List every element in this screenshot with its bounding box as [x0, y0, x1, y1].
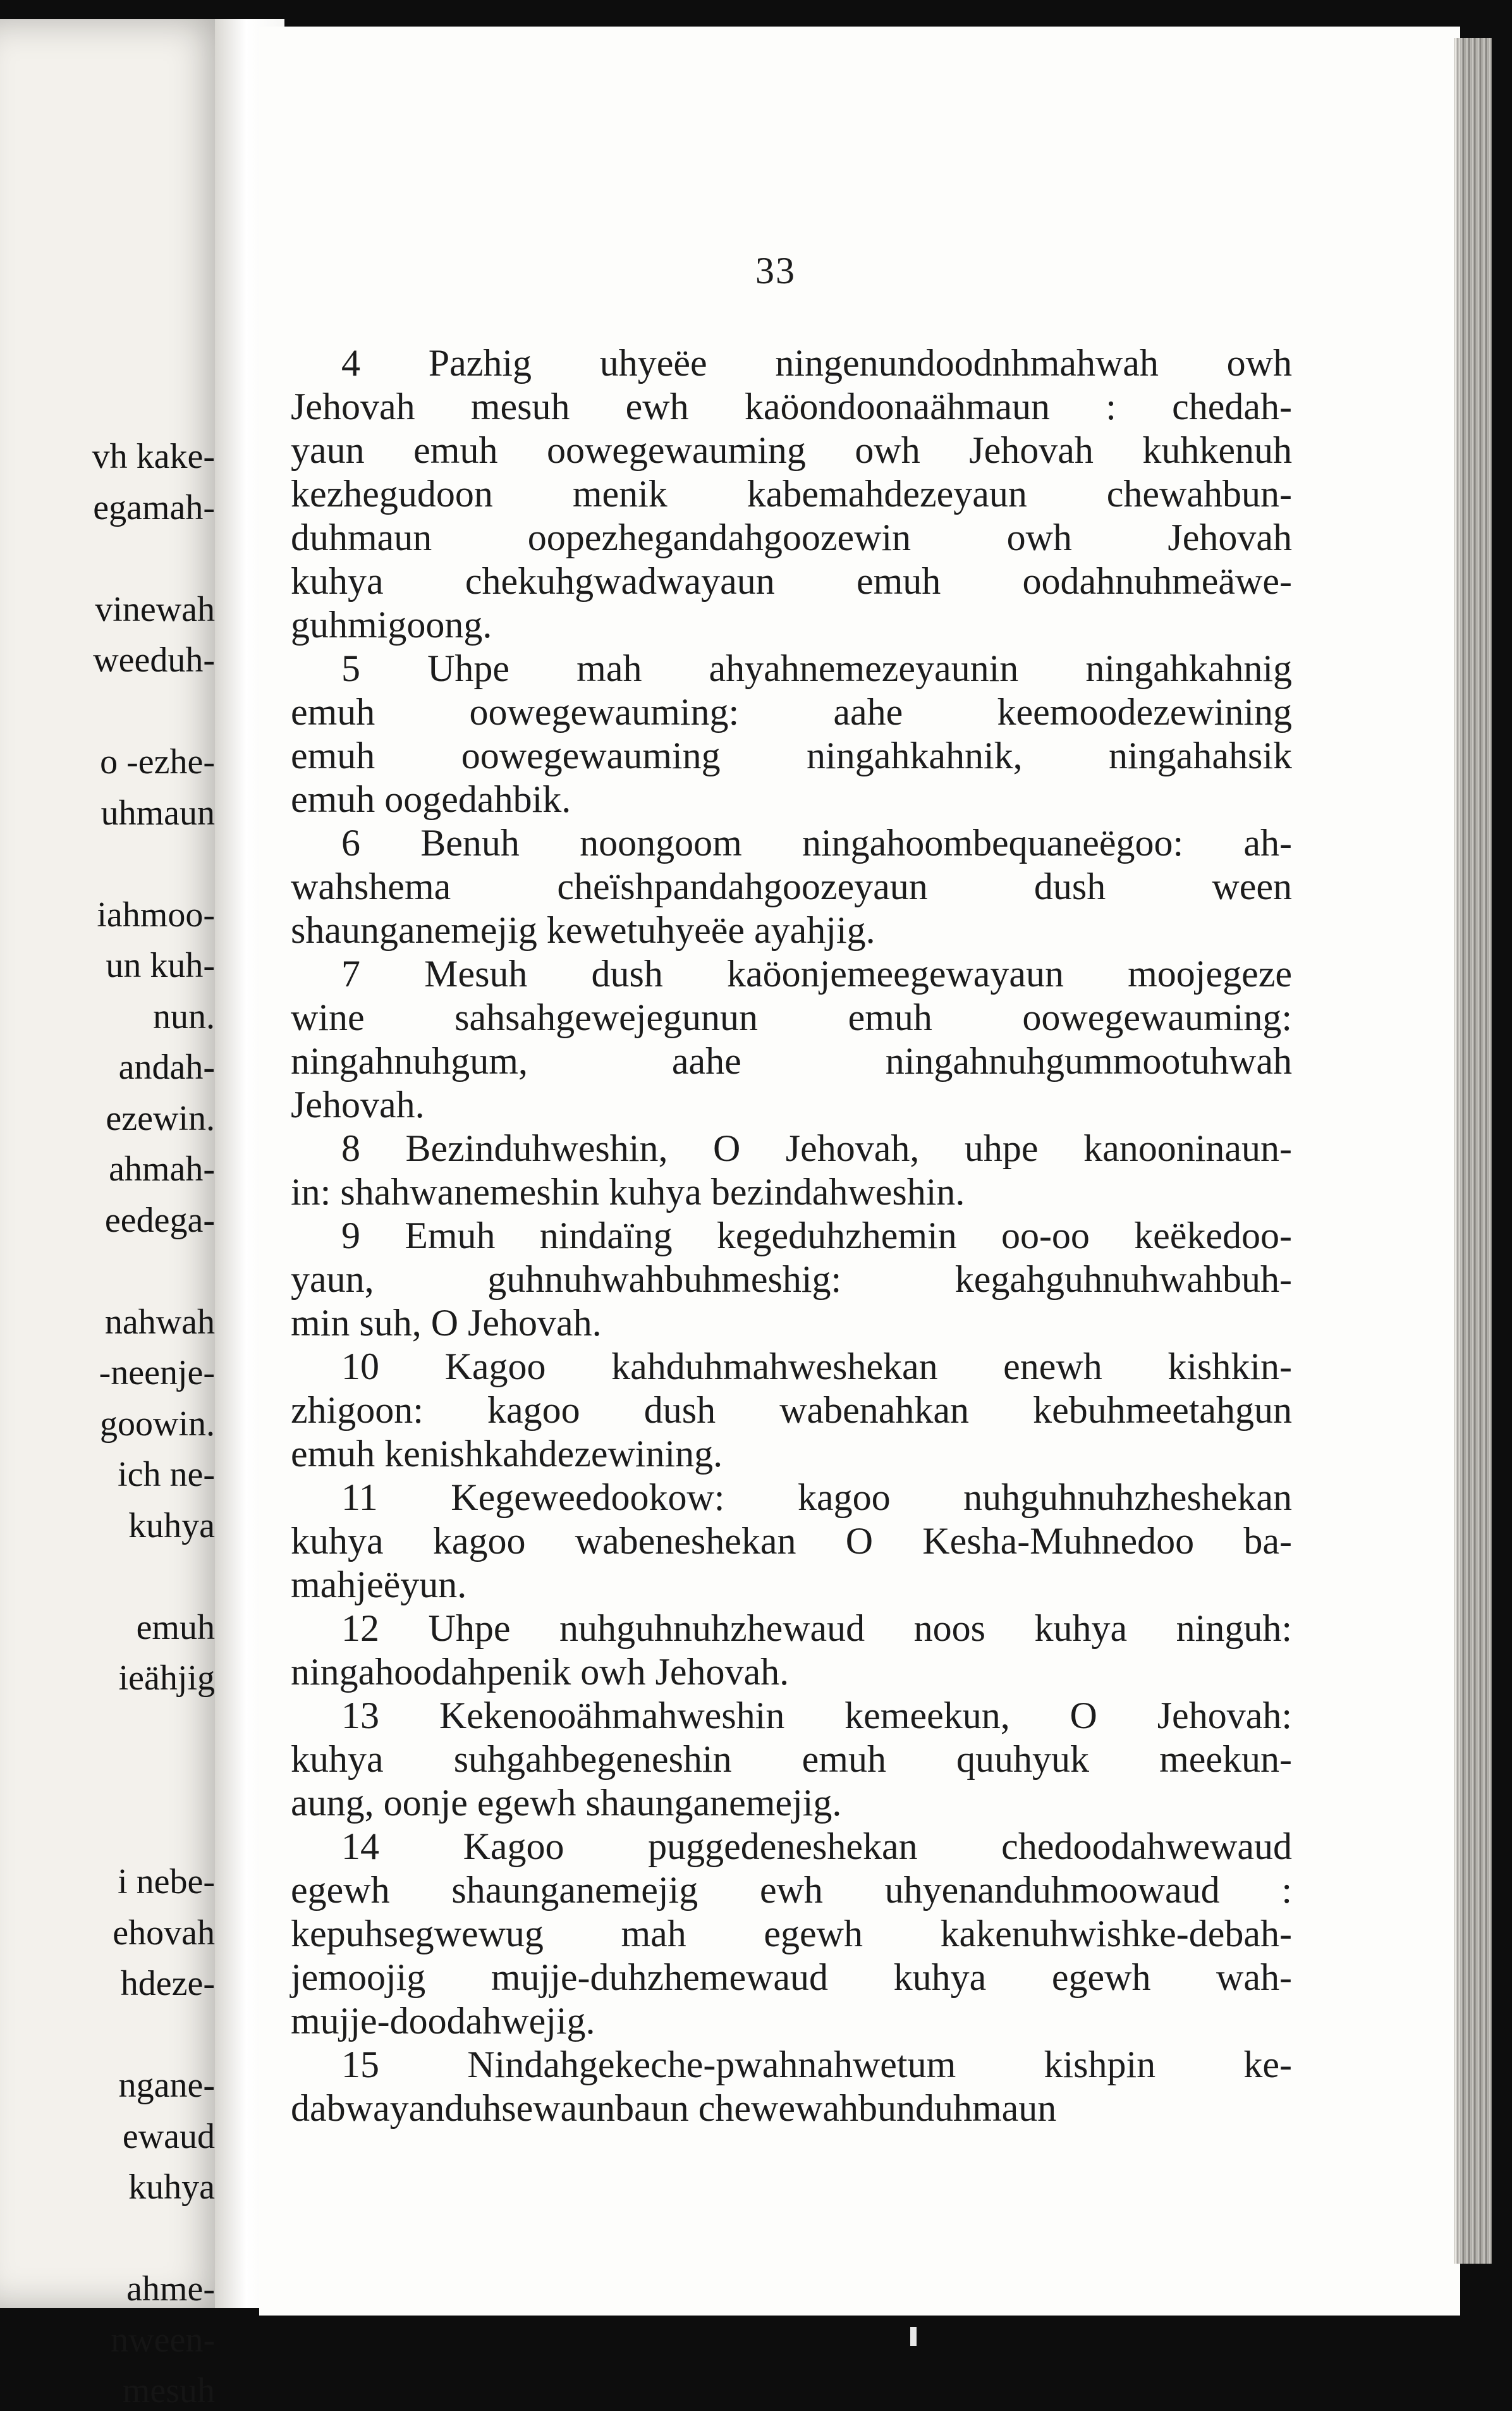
facing-page-line: o -ezhe- — [100, 742, 215, 782]
facing-page-line: uhmaun — [101, 793, 215, 833]
facing-page-line: ieähjig — [118, 1659, 215, 1698]
facing-page-line: goowin. — [100, 1404, 215, 1444]
text-line: 9 Emuh nindaïng kegeduhzhemin oo-oo keëkedoo- — [341, 1215, 1292, 1256]
text-line: aung, oonje egewh shaunganemejig. — [291, 1782, 842, 1824]
facing-page-line: -neenje- — [99, 1353, 215, 1392]
page-bottom-mark — [910, 2327, 917, 2346]
page-edges — [1454, 38, 1492, 2264]
text-line: emuh oogedahbik. — [291, 778, 571, 820]
text-line: egewh shaunganemejig ewh uhyenanduhmoowaud : — [291, 1869, 1292, 1911]
text-line: min suh, O Jehovah. — [291, 1302, 602, 1344]
facing-page-line: iahmoo- — [97, 895, 215, 935]
text-line: mujje-doodahwejig. — [291, 2000, 595, 2042]
facing-page-line: i nebe- — [118, 1862, 215, 1901]
text-line: wine sahsahgewejegunun emuh oowegewauming: — [291, 997, 1292, 1038]
text-line: 14 Kagoo puggedeneshekan chedoodahwewaud — [341, 1825, 1292, 1867]
text-line: ningahnuhgum, aahe ningahnuhgummootuhwah — [291, 1040, 1292, 1082]
text-line: 8 Bezinduhweshin, O Jehovah, uhpe kanooninaun- — [341, 1127, 1292, 1169]
facing-page-line: eedega- — [104, 1200, 215, 1240]
facing-page-left — [0, 19, 234, 2410]
text-line: kuhya chekuhgwadwayaun emuh oodahnuhmeäwe- — [291, 560, 1292, 602]
text-line: kuhya suhgahbegeneshin emuh quuhyuk meekun- — [291, 1738, 1292, 1780]
text-line: in: shahwanemeshin kuhya bezindahweshin. — [291, 1171, 965, 1213]
facing-page-line: ngane- — [118, 2066, 215, 2105]
facing-page-line: hdeze- — [120, 1964, 215, 2003]
text-line: 15 Nindahgekeche-pwahnahwetum kishpin ke- — [341, 2044, 1292, 2085]
text-line: duhmaun oopezhegandahgoozewin owh Jehovah — [291, 517, 1292, 558]
facing-page-line: ich ne- — [118, 1455, 215, 1494]
facing-page-line: un kuh- — [106, 946, 215, 985]
text-line: 10 Kagoo kahduhmahweshekan enewh kishkin- — [341, 1346, 1292, 1387]
text-line: 7 Mesuh dush kaöonjemeegewayaun moojegeze — [341, 953, 1292, 995]
text-line: 12 Uhpe nuhguhnuhzhewaud noos kuhya ninguh: — [341, 1607, 1292, 1649]
text-line: jemoojig mujje-duhzhemewaud kuhya egewh wah- — [291, 1956, 1292, 1998]
text-line: 6 Benuh noongoom ningahoombequaneëgoo: ah- — [341, 822, 1292, 864]
verse-text-block — [291, 341, 1292, 2130]
text-line: kuhya kagoo wabeneshekan O Kesha-Muhnedoo ba- — [291, 1520, 1292, 1562]
text-line: 13 Kekenooähmahweshin kemeekun, O Jehovah: — [341, 1695, 1292, 1736]
facing-page-line: nween- — [111, 2320, 215, 2360]
facing-page-line: ahmah- — [109, 1150, 215, 1189]
text-line: emuh kenishkahdezewining. — [291, 1433, 723, 1475]
facing-page-line: ezewin. — [106, 1098, 215, 1138]
text-line: yaun emuh oowegewauming owh Jehovah kuhkenuh — [291, 429, 1292, 471]
facing-page-line: nahwah — [104, 1302, 215, 1342]
text-line: kezhegudoon menik kabemahdezeyaun chewahbun- — [291, 473, 1292, 515]
text-line: wahshema cheïshpandahgoozeyaun dush ween — [291, 866, 1292, 907]
facing-page-line: ahme- — [126, 2269, 215, 2309]
facing-page-line: nun. — [153, 997, 215, 1036]
facing-page-line: emuh — [136, 1607, 215, 1647]
text-line: mahjeëyun. — [291, 1564, 467, 1605]
text-line: Jehovah. — [291, 1084, 425, 1126]
facing-page-line: ewaud — [122, 2116, 215, 2156]
facing-page-line: kuhya — [128, 1506, 215, 1545]
facing-page-line: weeduh- — [93, 641, 215, 680]
text-line: guhmigoong. — [291, 604, 492, 646]
text-line: emuh oowegewauming: aahe keemoodezewining — [291, 691, 1292, 733]
page-number: 33 — [755, 250, 796, 291]
facing-page-line: andah- — [118, 1048, 215, 1087]
text-line: kepuhsegwewug mah egewh kakenuhwishke-debah- — [291, 1913, 1292, 1954]
facing-page-line: kuhya — [128, 2168, 215, 2207]
facing-page-line: vinewah — [95, 589, 215, 629]
facing-page-line: vh kake- — [92, 437, 215, 476]
text-line: shaunganemejig kewetuhyeëe ayahjig. — [291, 909, 875, 951]
text-line: Jehovah mesuh ewh kaöondoonaähmaun : chedah- — [291, 386, 1292, 427]
text-line: 5 Uhpe mah ahyahnemezeyaunin ningahkahnig — [341, 647, 1292, 689]
text-line: 11 Kegeweedookow: kagoo nuhguhnuhzheshekan — [341, 1476, 1292, 1518]
text-line: emuh oowegewauming ningahkahnik, ningahahsik — [291, 735, 1292, 776]
text-line: dabwayanduhsewaunbaun chewewahbunduhmaun — [291, 2087, 1057, 2129]
facing-page-line: ehovah — [113, 1913, 215, 1953]
text-line: yaun, guhnuhwahbuhmeshig: kegahguhnuhwahbuh- — [291, 1258, 1292, 1300]
text-line: 4 Pazhig uhyeëe ningenundoodnhmahwah owh — [341, 342, 1292, 384]
text-line: zhigoon: kagoo dush wabenahkan kebuhmeetahgun — [291, 1389, 1292, 1431]
facing-page-text — [0, 19, 234, 2410]
facing-page-line: egamah- — [93, 488, 215, 527]
text-line: ningahoodahpenik owh Jehovah. — [291, 1651, 790, 1693]
facing-page-line: mesuh — [122, 2371, 215, 2410]
